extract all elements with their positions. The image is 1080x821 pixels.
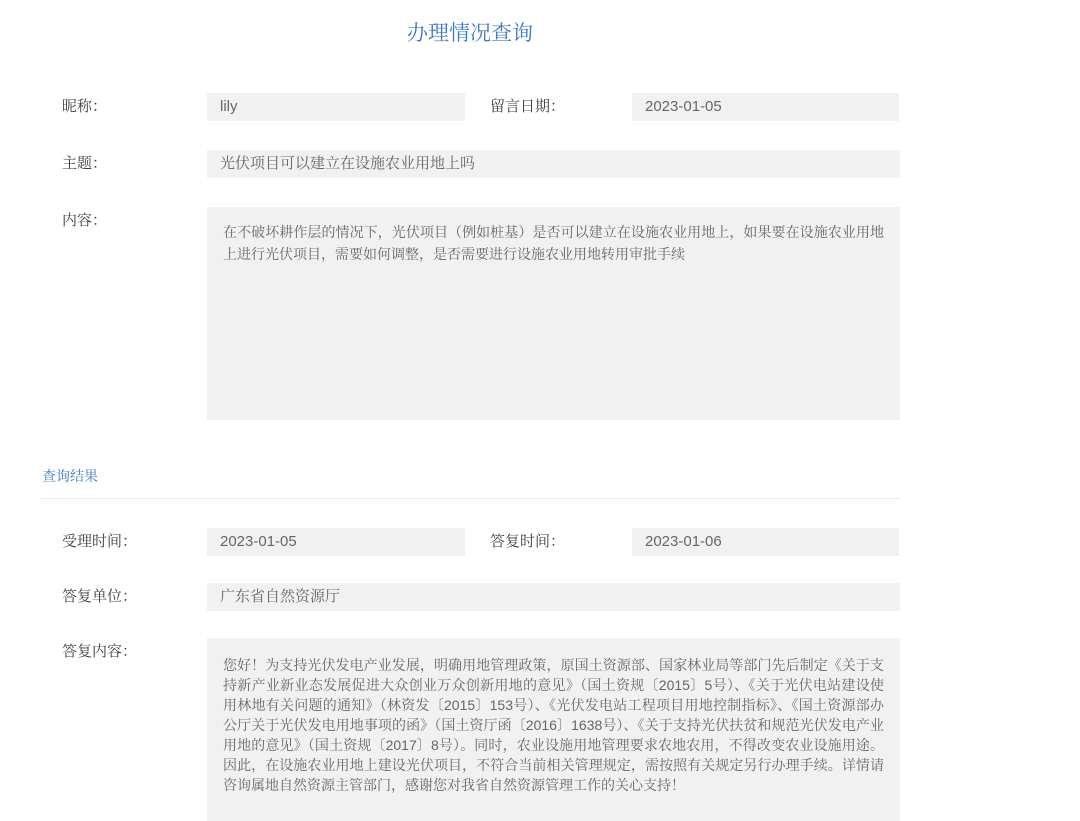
page-title: 办理情况查询 [407,22,533,45]
reply-unit-field: 广东省自然资源厅 [207,583,900,611]
reply-unit-label: 答复单位： [62,588,138,606]
row-nickname-date [40,93,900,121]
row-content [40,207,900,420]
query-form [40,93,900,821]
result-section-title: 查询结果 [42,468,98,485]
reply-content-label: 答复内容： [62,643,138,661]
accept-time-label: 受理时间： [62,533,138,551]
nickname-field: lily [207,93,465,121]
nickname-label: 昵称： [62,98,108,116]
result-section-header [40,466,900,499]
row-reply-unit [40,583,900,611]
row-times [40,528,900,556]
message-date-field: 2023-01-05 [632,93,899,121]
row-subject [40,150,900,178]
accept-time-field: 2023-01-05 [207,528,465,556]
reply-content-field: 您好！为支持光伏发电产业发展，明确用地管理政策，原国土资源部、国家林业局等部门先后制定《关于支持新产业新业态发展促进大众创业万众创新用地的意见》（国土资规〔2015〕5号）、《关于光伏电站建设使用林地有关问题的通知》（林资发〔2015〕153号）、《光伏发电站工程项目用地控制指标》、《国土资源部办公厅关于光伏发电用地事项的函》（国土资厅函〔2016〕1638号）、《关于支持光伏扶贫和规范光伏发电产业用地的意见》（国土资规〔2017〕8号）。同时，农业设施用地管理要求农地农用，不得改变农业设施用途。因此，在设施农业用地上建设光伏项目，不符合当前相关管理规定，需按照有关规定另行办理手续。详情请咨询属地自然资源主管部门，感谢您对我省自然资源管理工作的关心支持！ [207,638,900,821]
reply-time-label: 答复时间： [490,533,566,551]
content-field: 在不破坏耕作层的情况下，光伏项目（例如桩基）是否可以建立在设施农业用地上，如果要在设施农业用地上进行光伏项目，需要如何调整，是否需要进行设施农业用地转用审批手续 [207,207,900,420]
row-reply-content [40,638,900,821]
subject-field: 光伏项目可以建立在设施农业用地上吗 [207,150,900,178]
message-date-label: 留言日期： [490,98,566,116]
content-label: 内容： [62,212,108,230]
subject-label: 主题： [62,155,108,173]
reply-time-field: 2023-01-06 [632,528,899,556]
